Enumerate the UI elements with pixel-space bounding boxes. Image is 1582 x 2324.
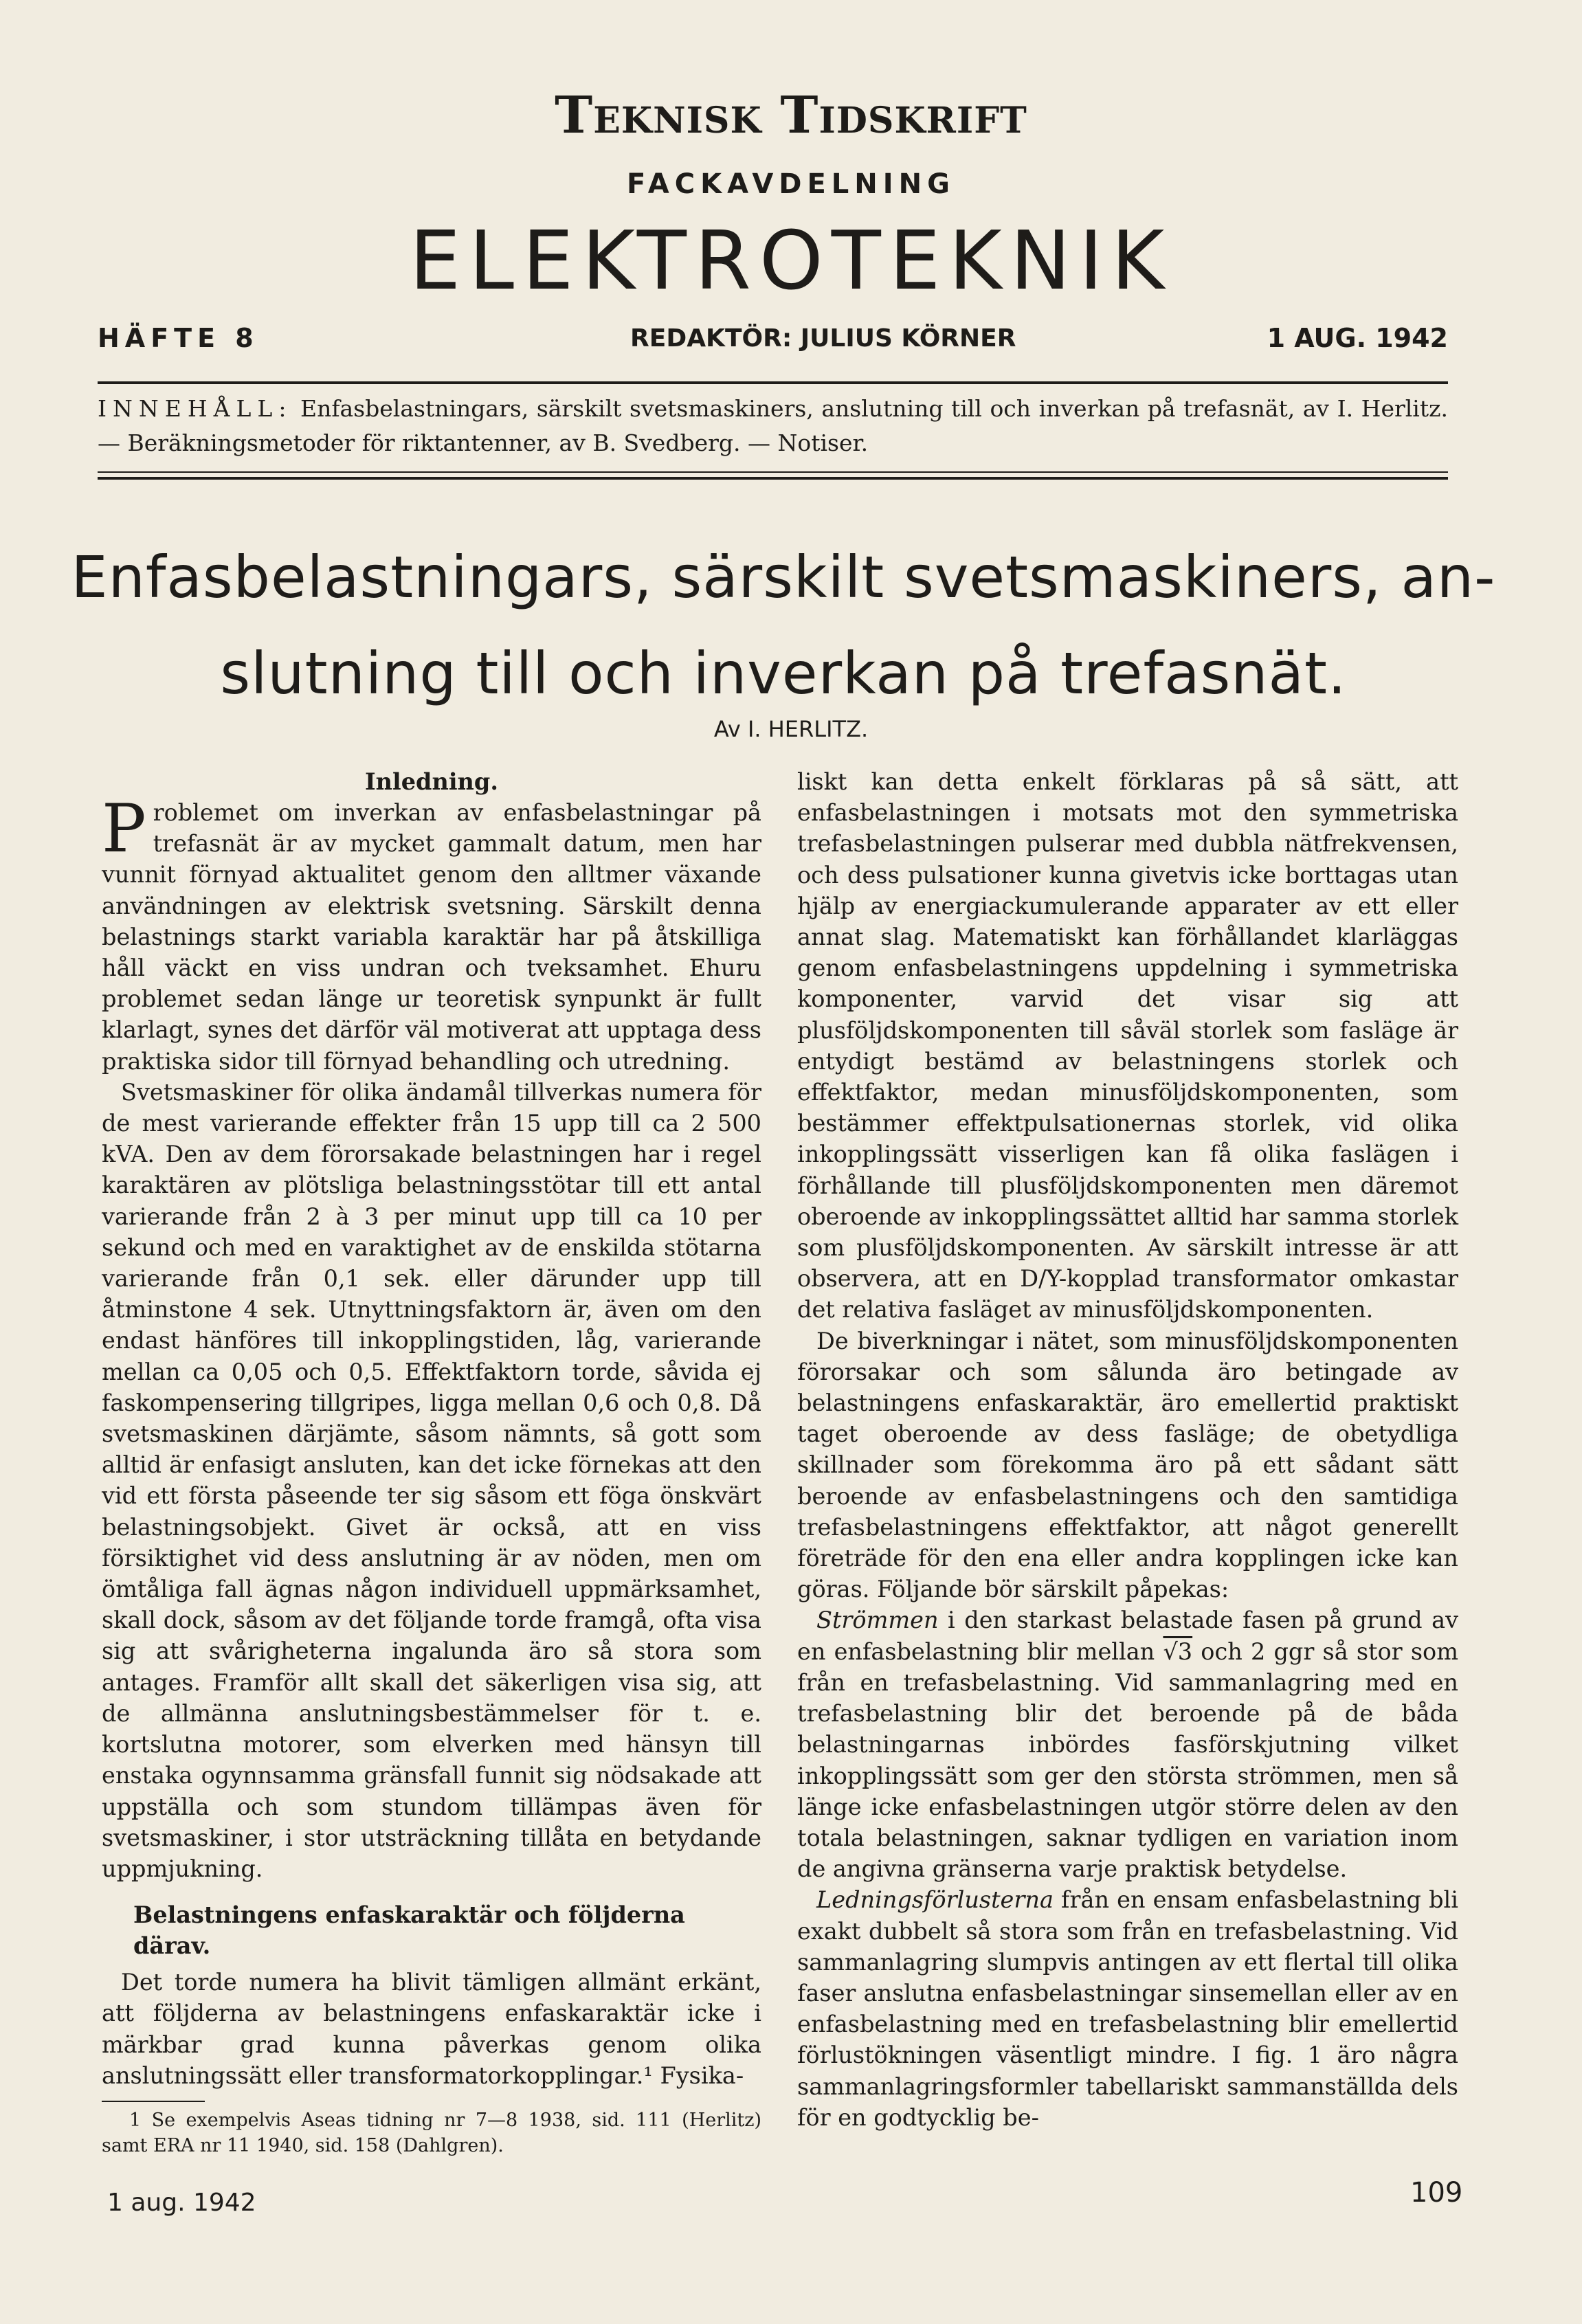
article-title-line-2: slutning till och inverkan på trefasnät. — [220, 640, 1347, 707]
sqrt-three: √3 — [1163, 1638, 1193, 1665]
left-column — [102, 766, 761, 2158]
editor-line: REDAKTÖR: JULIUS KÖRNER — [630, 324, 1016, 353]
article-title-line-1: Enfasbelastningars, särskilt svetsmaskiners, an- — [71, 544, 1496, 611]
footer-date: 1 aug. 1942 — [107, 2189, 256, 2217]
department-label: FACKAVDELNING — [627, 168, 955, 200]
toc-rule-thick — [98, 477, 1448, 480]
footnote-rule — [102, 2101, 205, 2102]
paragraph-text: från en ensam enfasbelastning bli exakt dubbelt så stora som från en trefasbelastning. Vid sammanlagring slumpvis antingen av ett flertal till olika faser anslutna enfasbelastningar sinsemellan eller av en enfasbelastning med en trefasbelastning blir emellertid förlustökningen väsentligt mindre. I fig. 1 äro några sammanlagringsformler tabellariskt sammanställda dels för en godtycklig be- — [797, 1886, 1458, 2131]
page-number: 109 — [1410, 2177, 1463, 2209]
contents-text: Enfasbelastningars, särskilt svetsmaskiners, anslutning till och inverkan på trefasnät, av I. Herlitz. — Beräkningsmetoder för riktantenner, av B. Svedberg. — Notiser. — [98, 395, 1448, 456]
top-rule — [98, 381, 1448, 384]
section-heading-2: Belastningens enfaskaraktär och följderna därav. — [133, 1901, 685, 1960]
emphasis: Ledningsförlusterna — [816, 1886, 1054, 1914]
drop-cap: P — [102, 790, 146, 867]
paragraph-text: i den starkast belastade fasen på grund av en enfasbelastning blir mellan — [797, 1607, 1458, 1665]
issue-number: HÄFTE 8 — [98, 323, 259, 353]
paragraph: Svetsmaskiner för olika ändamål tillverkas numera för de mest varierande effekter från 15 upp till ca 2 500 kVA. Den av dem förorsakade belastningen har i regel karaktären av plötsliga belastningsstötar till ett antal varierande från 2 à 3 per minut upp till ca 10 per sekund och med en varaktighet av de enskilda stötarna varierande från 0,1 sek. eller därunder upp till åtminstone 4 sek. Utnyttningsfaktorn är, även om den endast hänföres till inkopplingstiden, låg, varierande mellan ca 0,05 och 0,5. Effektfaktorn torde, såvida ej faskompensering tillgripes, ligga mellan 0,6 och 0,8. Då svetsmaskinen därjämte, såsom nämnts, så gott som alltid är enfasigt ansluten, kan det icke förnekas att den vid ett första påseende ter sig såsom ett föga önskvärt belastningsobjekt. Givet är också, att en viss försiktighet vid dess anslutning är av nöden, men om ömtåliga fall ägnas någon individuell uppmärksamhet, skall dock, såsom av det följande torde framgå, ofta visa sig att svårigheterna ingalunda äro så stora som antages. Framför allt skall det säkerligen visa sig, att de allmänna anslutningsbestämmelser för t. e. kortslutna motorer, som elverken med hänsyn till enstaka ogynnsamma gränsfall funnit sig nödsakade att uppställa och som stundom tillämpas även för svetsmaskiner, i stor utsträckning tillåta en betydande uppmjukning. — [102, 1078, 761, 1882]
paragraph: liskt kan detta enkelt förklaras på så sätt, att enfasbelastningen i motsats mot den symmetriska trefasbelastningen pulserar med dubbla nätfrekvensen, och dess pulsationer kunna givetvis icke borttagas utan hjälp av energiackumulerande apparater av ett eller annat slag. Matematiskt kan förhållandet klarläggas genom enfasbelastningens uppdelning i symmetriska komponenter, varvid det visar sig att plusföljdskomponenten till såväl storlek som fasläge är entydigt bestämd av belastningens storlek och effektfaktor, medan minusföljdskomponenten, som bestämmer effektpulsationernas storlek, vid olika inkopplingssätt visserligen kan få olika faslägen i förhållande till plusföljdskomponenten men däremot oberoende av inkopplingssättet alltid har samma storlek som plusföljdskomponenten. Av särskilt intresse är att observera, att en D/Y-kopplad transformator omkastar det relativa fasläget av minusföljdskomponenten. — [797, 768, 1458, 1323]
article-title — [69, 529, 1498, 722]
contents-label: INNEHÅLL: — [98, 395, 293, 422]
toc-rule-thin — [98, 471, 1448, 473]
paragraph — [102, 790, 761, 1077]
paragraph — [797, 1605, 1458, 1884]
emphasis: Strömmen — [816, 1607, 939, 1634]
paragraph-text: roblemet om inverkan av enfasbelastningar på trefasnät är av mycket gammalt datum, men har vunnit förnyad aktualitet genom den alltmer växande användningen av elektrisk svetsning. Särskilt denna belastnings starkt variabla karaktär har på åtskilliga håll väckt en viss undran och tveksamhet. Ehuru problemet sedan länge ur teoretisk synpunkt är fullt klarlagt, synes det därför väl motiverat att upptaga dess praktiska sidor till förnyad behandling och utredning. — [102, 799, 761, 1075]
paragraph: Det torde numera ha blivit tämligen allmänt erkänt, att följderna av belastningens enfaskaraktär icke i märkbar grad kunna påverkas genom olika anslutningssätt eller transformatorkopplingar.¹ Fysika- — [102, 1969, 761, 2089]
paragraph-text: och 2 ggr så stor som från en trefasbelastning. Vid sammanlagring med en trefasbelastning blir det beroende på de båda belastningarnas inbördes fasförskjutning vilket inkopplingssätt som ger den största strömmen, men så länge icke enfasbelastningen utgör större delen av den totala belastningen, saknar tydligen en variation inom de angivna gränserna varje praktisk betydelse. — [797, 1638, 1458, 1883]
byline: Av I. HERLITZ. — [713, 716, 869, 742]
footnote: 1 Se exempelvis Aseas tidning nr 7—8 1938, sid. 111 (Herlitz) samt ERA nr 11 1940, sid. 158 (Dahlgren). — [102, 2109, 761, 2156]
right-column — [797, 766, 1458, 2133]
issue-info-line — [98, 323, 1448, 364]
paragraph — [797, 1884, 1458, 2133]
table-of-contents — [98, 392, 1448, 460]
journal-title: Teknisk Tidskrift — [555, 86, 1027, 145]
paragraph: De biverkningar i nätet, som minusföljdskomponenten förorsakar och som sålunda äro betingade av belastningens enfaskaraktär, äro emellertid praktiskt taget oberoende av dess fasläge; de obetydliga skillnader som förekomma äro på ett sådant sätt beroende av enfasbelastningens och den samtidiga trefasbelastningens effektfaktor, att något generellt företräde för den ena eller andra kopplingen icke kan göras. Följande bör särskilt påpekas: — [797, 1327, 1458, 1603]
section-heading-intro: Inledning. — [364, 768, 498, 795]
section-title: ELEKTROTEKNIK — [409, 213, 1173, 308]
issue-date: 1 AUG. 1942 — [1267, 323, 1448, 353]
